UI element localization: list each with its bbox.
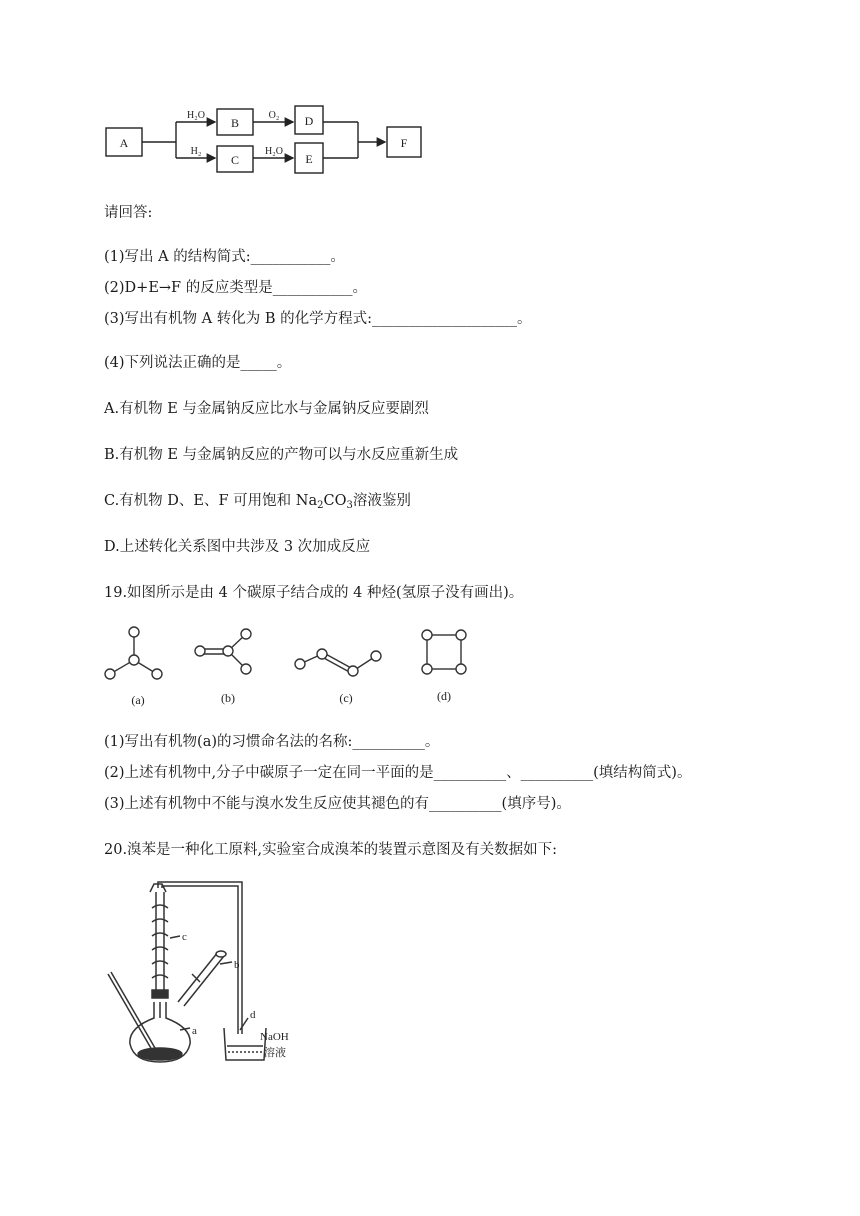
q19-part1: (1)写出有机物(a)的习惯命名法的名称:__________。 [104, 734, 440, 750]
edge-label-h2-ac: H₂ [190, 146, 202, 157]
label-naoh: NaOH [260, 1031, 289, 1043]
q19-stem: 19.如图所示是由 4 个碳原子结合成的 4 种烃(氢原子没有画出)。 [104, 585, 524, 601]
q18-option-b: B.有机物 E 与金属钠反应的产物可以与水反应重新生成 [104, 447, 459, 463]
label-c: (c) [339, 691, 353, 705]
q18-option-a: A.有机物 E 与金属钠反应比水与金属钠反应要剧烈 [104, 401, 429, 417]
label-d-beaker: d [250, 1009, 256, 1021]
edge-label-o2-bd: O₂ [268, 110, 280, 121]
bromobenzene-apparatus-figure [100, 878, 300, 1068]
q19-part3: (3)上述有机物中不能与溴水发生反应使其褪色的有__________(填序号)。 [104, 796, 571, 812]
edge-label-h2o-ce: H₂O [265, 146, 283, 157]
node-b: B [230, 116, 240, 130]
q19-part2: (2)上述有机物中,分子中碳原子一定在同一平面的是__________、__________(填结构简式)。 [104, 765, 692, 781]
label-b-funnel: b [234, 959, 240, 971]
label-d: (d) [437, 689, 451, 703]
label-a: (a) [131, 693, 145, 707]
q18-part3: (3)写出有机物 A 转化为 B 的化学方程式:____________________。 [104, 311, 532, 327]
node-c: C [230, 153, 240, 167]
label-b: (b) [221, 691, 235, 705]
q18-part1: (1)写出 A 的结构简式:___________。 [104, 249, 345, 265]
node-e: E [305, 152, 313, 166]
node-f: F [400, 136, 408, 150]
node-a: A [119, 136, 129, 150]
q20-stem: 20.溴苯是一种化工原料,实验室合成溴苯的装置示意图及有关数据如下: [104, 842, 558, 858]
label-a-flask: a [192, 1025, 197, 1037]
hydrocarbon-structures-figure [100, 620, 472, 712]
q18-option-d: D.上述转化关系图中共涉及 3 次加成反应 [104, 539, 371, 555]
q18-part2: (2)D+E→F 的反应类型是___________。 [104, 280, 367, 296]
reaction-flow-chart [100, 100, 430, 182]
node-d: D [304, 114, 314, 128]
q18-prompt: 请回答: [104, 205, 153, 221]
edge-label-h2o-ab: H₂O [187, 110, 205, 121]
label-solution: 溶液 [264, 1047, 286, 1059]
q18-option-c: C.有机物 D、E、F 可用饱和 $Na_2CO_3$溶液鉴别 [104, 493, 411, 511]
q18-part4: (4)下列说法正确的是_____。 [104, 355, 292, 371]
label-c-condenser: c [182, 931, 187, 943]
